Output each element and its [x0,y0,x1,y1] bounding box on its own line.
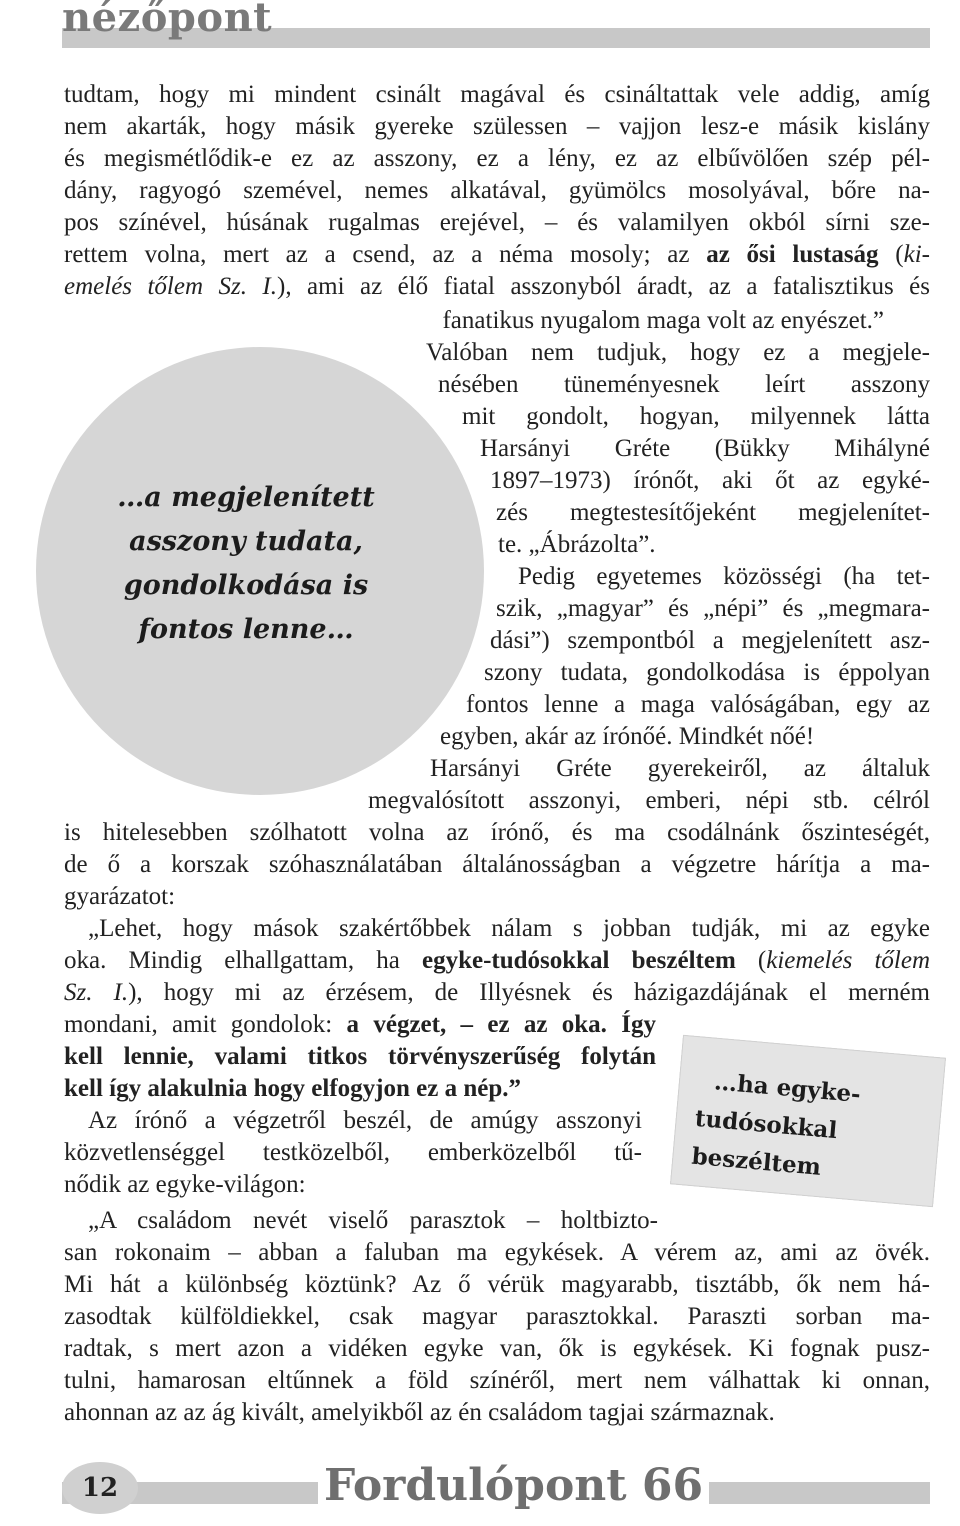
text-line: te. „Ábrázolta”. [498,531,656,558]
text-line: 1897–1973) írónőt, aki őt az egyké- [490,467,930,494]
page-number: 12 [62,1462,138,1514]
tape-quote-line: …ha egyke- [713,1068,862,1109]
text-line: szik, „magyar” és „népi” és „megmara- [496,595,930,622]
text-line: tulni, hamarosan eltűnnek a föld színéről, mert nem válhattak ki onnan, [64,1367,930,1394]
pull-quote-line: …a megjelenített [117,482,375,513]
text-line: szony tudata, gondolkodása is éppolyan [484,659,930,686]
text-line: dány, ragyogó szemével, nemes alkatával, gyümölcs mosolyával, bőre na- [64,177,930,204]
text-line: zés megtestesítőjeként megjelenítet- [496,499,930,526]
text-line: egyben, akár az írónőé. Mindkét nőé! [440,723,815,750]
text-line: Harsányi Gréte (Bükky Mihályné [480,435,930,462]
pull-quote-line: asszony tudata, [129,526,363,557]
text-line: de ő a korszak szóhasználatában általánosságban a végzetre hárítja a ma- [64,851,930,878]
text-segment: rettem volna, mert az a csend, az a néma mosoly; az [64,241,707,268]
text-line: Harsányi Gréte gyerekeiről, az általuk [430,755,930,782]
bold-emphasis: a végzet, – ez az oka. Így [346,1011,656,1038]
text-line: is hitelesebben szólhatott volna az írónő, és ma csodálnánk őszinteségét, [64,819,930,846]
text-line [64,1010,656,1040]
section-title: nézőpont [62,0,273,41]
text-line: dási”) szempontból a megjelenített asz- [490,627,930,654]
text-segment: ), hogy mi az érzésem, de Illyésnek és házigazdájának el merném [128,979,930,1006]
text-line: megvalósított asszonyi, emberi, népi stb. célról [368,787,930,814]
text-line: zasodtak külföldiekkel, csak magyar parasztokkal. Paraszti sorban ma- [64,1303,930,1330]
text-line: kell így alakulnia hogy elfogyjon ez a nép.” [64,1075,521,1102]
pull-quote-line: fontos lenne… [138,614,354,645]
bold-emphasis: az ősi lustaság [706,241,879,268]
text-line [64,978,930,1008]
text-line: „A családom nevét viselő parasztok – holtbizto- [88,1207,658,1234]
text-line: gyarázatot: [64,883,176,910]
text-line: kell lennie, valami titkos törvényszerűség folytán [64,1043,656,1070]
text-line: Pedig egyetemes közösségi (ha tet- [518,563,930,590]
italic-note: ki- [903,241,930,268]
text-line [64,240,930,270]
italic-note: emelés tőlem Sz. I. [64,273,277,300]
magazine-name: Fordulópont 66 [318,1454,709,1518]
text-line: „Lehet, hogy mások szakértőbbek nálam s jobban tudják, mi az egyke [88,915,930,942]
text-line: Az írónő a végzetről beszél, de amúgy asszonyi [88,1107,642,1134]
tape-quote-line: beszéltem [690,1142,823,1181]
text-line: fontos lenne a maga valóságában, egy az [466,691,930,718]
tape-pull-quote [690,1062,919,1195]
text-line: san rokonaim – abban a faluban ma egykések. A vérem az, ami az övék. [64,1239,930,1266]
text-line: nésében tüneményesnek leírt asszony [438,371,930,398]
pull-quote-line: gondolkodása is [123,570,369,601]
text-line: nődik az egyke-világon: [64,1171,306,1198]
text-line [64,946,930,976]
text-line: közvetlenséggel testközelből, emberközelből tű- [64,1139,642,1166]
text-segment: ( [878,241,904,268]
bold-emphasis: egyke-tudósokkal beszéltem [421,947,736,974]
italic-note: kiemelés tőlem [766,947,931,974]
text-line: Mi hát a különbség köztünk? Az ő vérük magyarabb, tisztább, ők nem há- [64,1271,930,1298]
text-line: Valóban nem tudjuk, hogy ez a megjele- [426,339,930,366]
text-line: ahonnan az az ág kivált, amelyikből az én családom tagjai származnak. [64,1399,775,1426]
italic-note: Sz. I. [64,979,129,1006]
text-line: mit gondolt, hogyan, milyennek látta [462,403,930,430]
text-segment: ), ami az élő fiatal asszonyból áradt, az a fatalisztikus és [277,273,930,300]
text-segment: oka. Mindig elhallgattam, ha [64,947,422,974]
text-line: radtak, s mert azon a vidéken egyke van, ők is egykések. Ki fognak pusz- [64,1335,930,1362]
tape-quote-line: tudósokkal [693,1104,839,1145]
text-line [64,272,930,302]
text-line: tudtam, hogy mi mindent csinált magával és csináltattak vele addig, amíg [64,81,930,108]
text-segment: ( [735,947,767,974]
text-line: fanatikus nyugalom maga volt az enyészet.” [442,307,884,334]
pull-quote [96,476,396,652]
text-segment: mondani, amit gondolok: [64,1011,347,1038]
text-line: és megismétlődik-e ez az asszony, ez a lény, ez az elbűvölően szép pél- [64,145,930,172]
text-line: nem akarták, hogy másik gyereke szülessen – vajjon lesz-e másik kislány [64,113,930,140]
text-line: pos színével, húsának rugalmas erejével, – és valamilyen okból sírni sze- [64,209,930,236]
